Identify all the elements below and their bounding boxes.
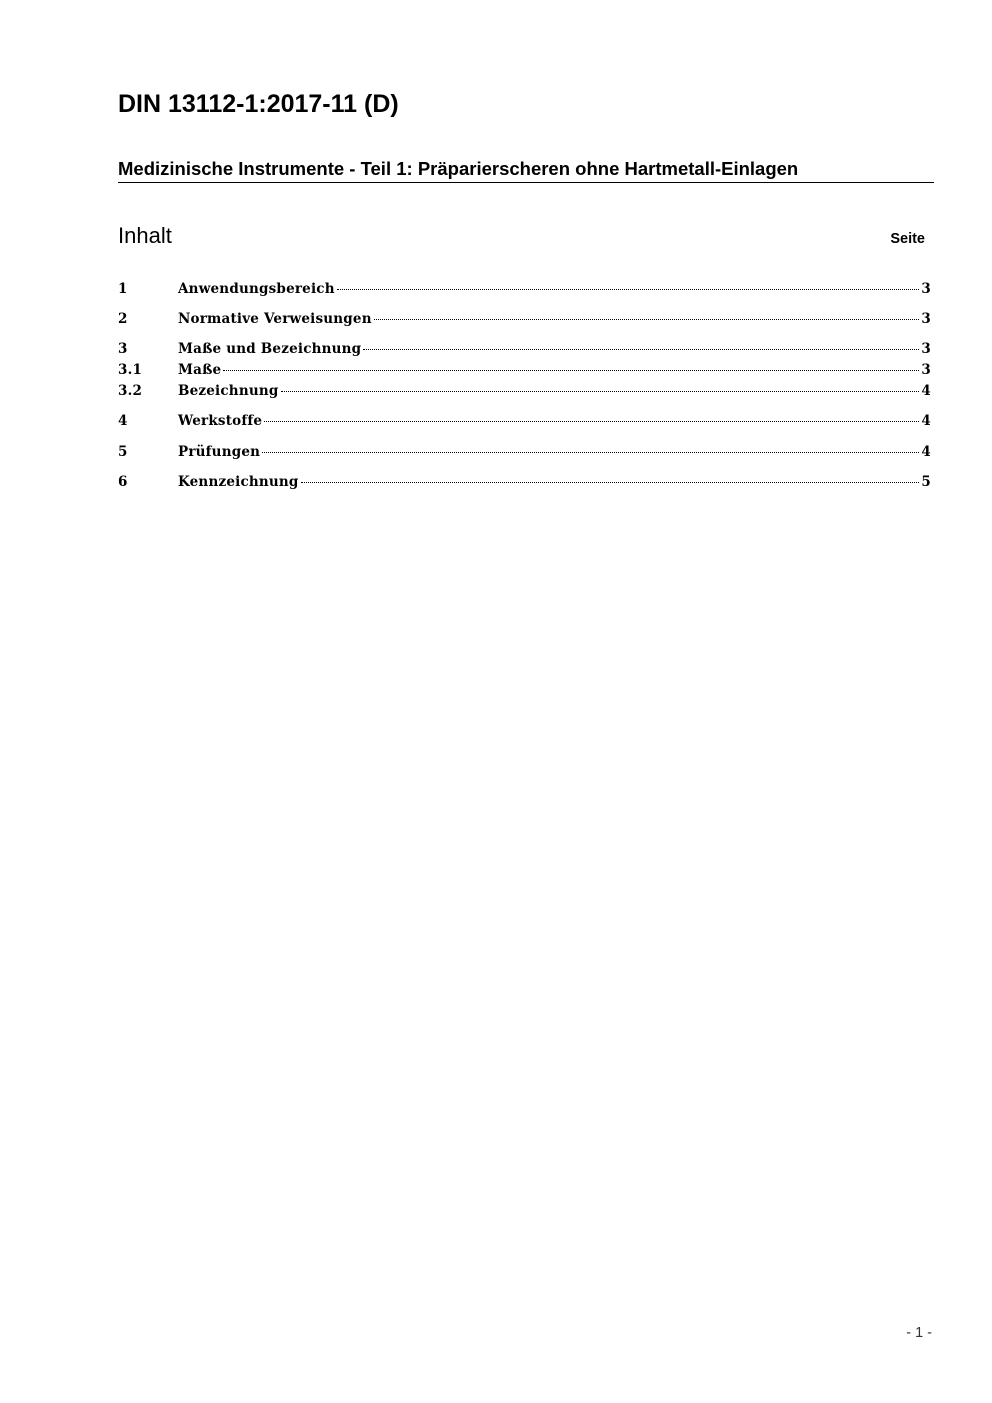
toc-dot-leader — [223, 370, 919, 371]
toc-entry-number: 3 — [118, 341, 128, 357]
toc-entry-page: 5 — [921, 474, 931, 490]
toc-entry-title: Prüfungen — [178, 444, 261, 460]
toc-entry-title: Normative Verweisungen — [178, 311, 372, 327]
toc-entry-number: 1 — [118, 281, 128, 297]
toc-page-column-label: Seite — [890, 231, 925, 247]
toc-dot-leader — [374, 319, 920, 320]
toc-dot-leader — [281, 391, 920, 392]
toc-entry-6[interactable] — [118, 472, 931, 492]
toc-entry-3-2[interactable] — [118, 381, 931, 401]
toc-entry-page: 3 — [921, 362, 931, 378]
toc-entry-page: 3 — [921, 311, 931, 327]
toc-entry-page: 3 — [921, 281, 931, 297]
toc-entry-title: Kennzeichnung — [178, 474, 299, 490]
toc-entry-page: 4 — [921, 383, 931, 399]
toc-entry-title: Maße und Bezeichnung — [178, 341, 362, 357]
toc-entry-number: 4 — [118, 413, 128, 429]
toc-dot-leader — [262, 452, 919, 453]
toc-entry-page: 4 — [921, 444, 931, 460]
toc-heading: Inhalt — [118, 223, 172, 248]
toc-entry-title: Werkstoffe — [178, 413, 263, 429]
toc-entry-3-1[interactable] — [118, 360, 931, 380]
toc-entry-number: 2 — [118, 311, 128, 327]
toc-entry-title: Bezeichnung — [178, 383, 279, 399]
toc-entry-page: 4 — [921, 413, 931, 429]
toc-dot-leader — [264, 421, 919, 422]
page-number: - 1 - — [906, 1325, 932, 1341]
toc-entry-1[interactable] — [118, 279, 931, 299]
toc-entry-page: 3 — [921, 341, 931, 357]
document-title: DIN 13112-1:2017-11 (D) — [118, 90, 399, 118]
toc-entry-number: 6 — [118, 474, 128, 490]
toc-entry-number: 3.2 — [118, 383, 143, 399]
toc-entry-title: Anwendungsbereich — [178, 281, 335, 297]
toc-entry-number: 5 — [118, 444, 128, 460]
toc-entry-5[interactable] — [118, 442, 931, 462]
toc-dot-leader — [337, 289, 920, 290]
toc-entry-title: Maße — [178, 362, 222, 378]
document-subtitle: Medizinische Instrumente - Teil 1: Präparierscheren ohne Hartmetall-Einlagen — [118, 157, 934, 183]
toc-entry-4[interactable] — [118, 411, 931, 431]
toc-entry-2[interactable] — [118, 309, 931, 329]
toc-dot-leader — [301, 482, 920, 483]
toc-entry-number: 3.1 — [118, 362, 143, 378]
toc-entry-3[interactable] — [118, 339, 931, 359]
toc-dot-leader — [363, 349, 919, 350]
